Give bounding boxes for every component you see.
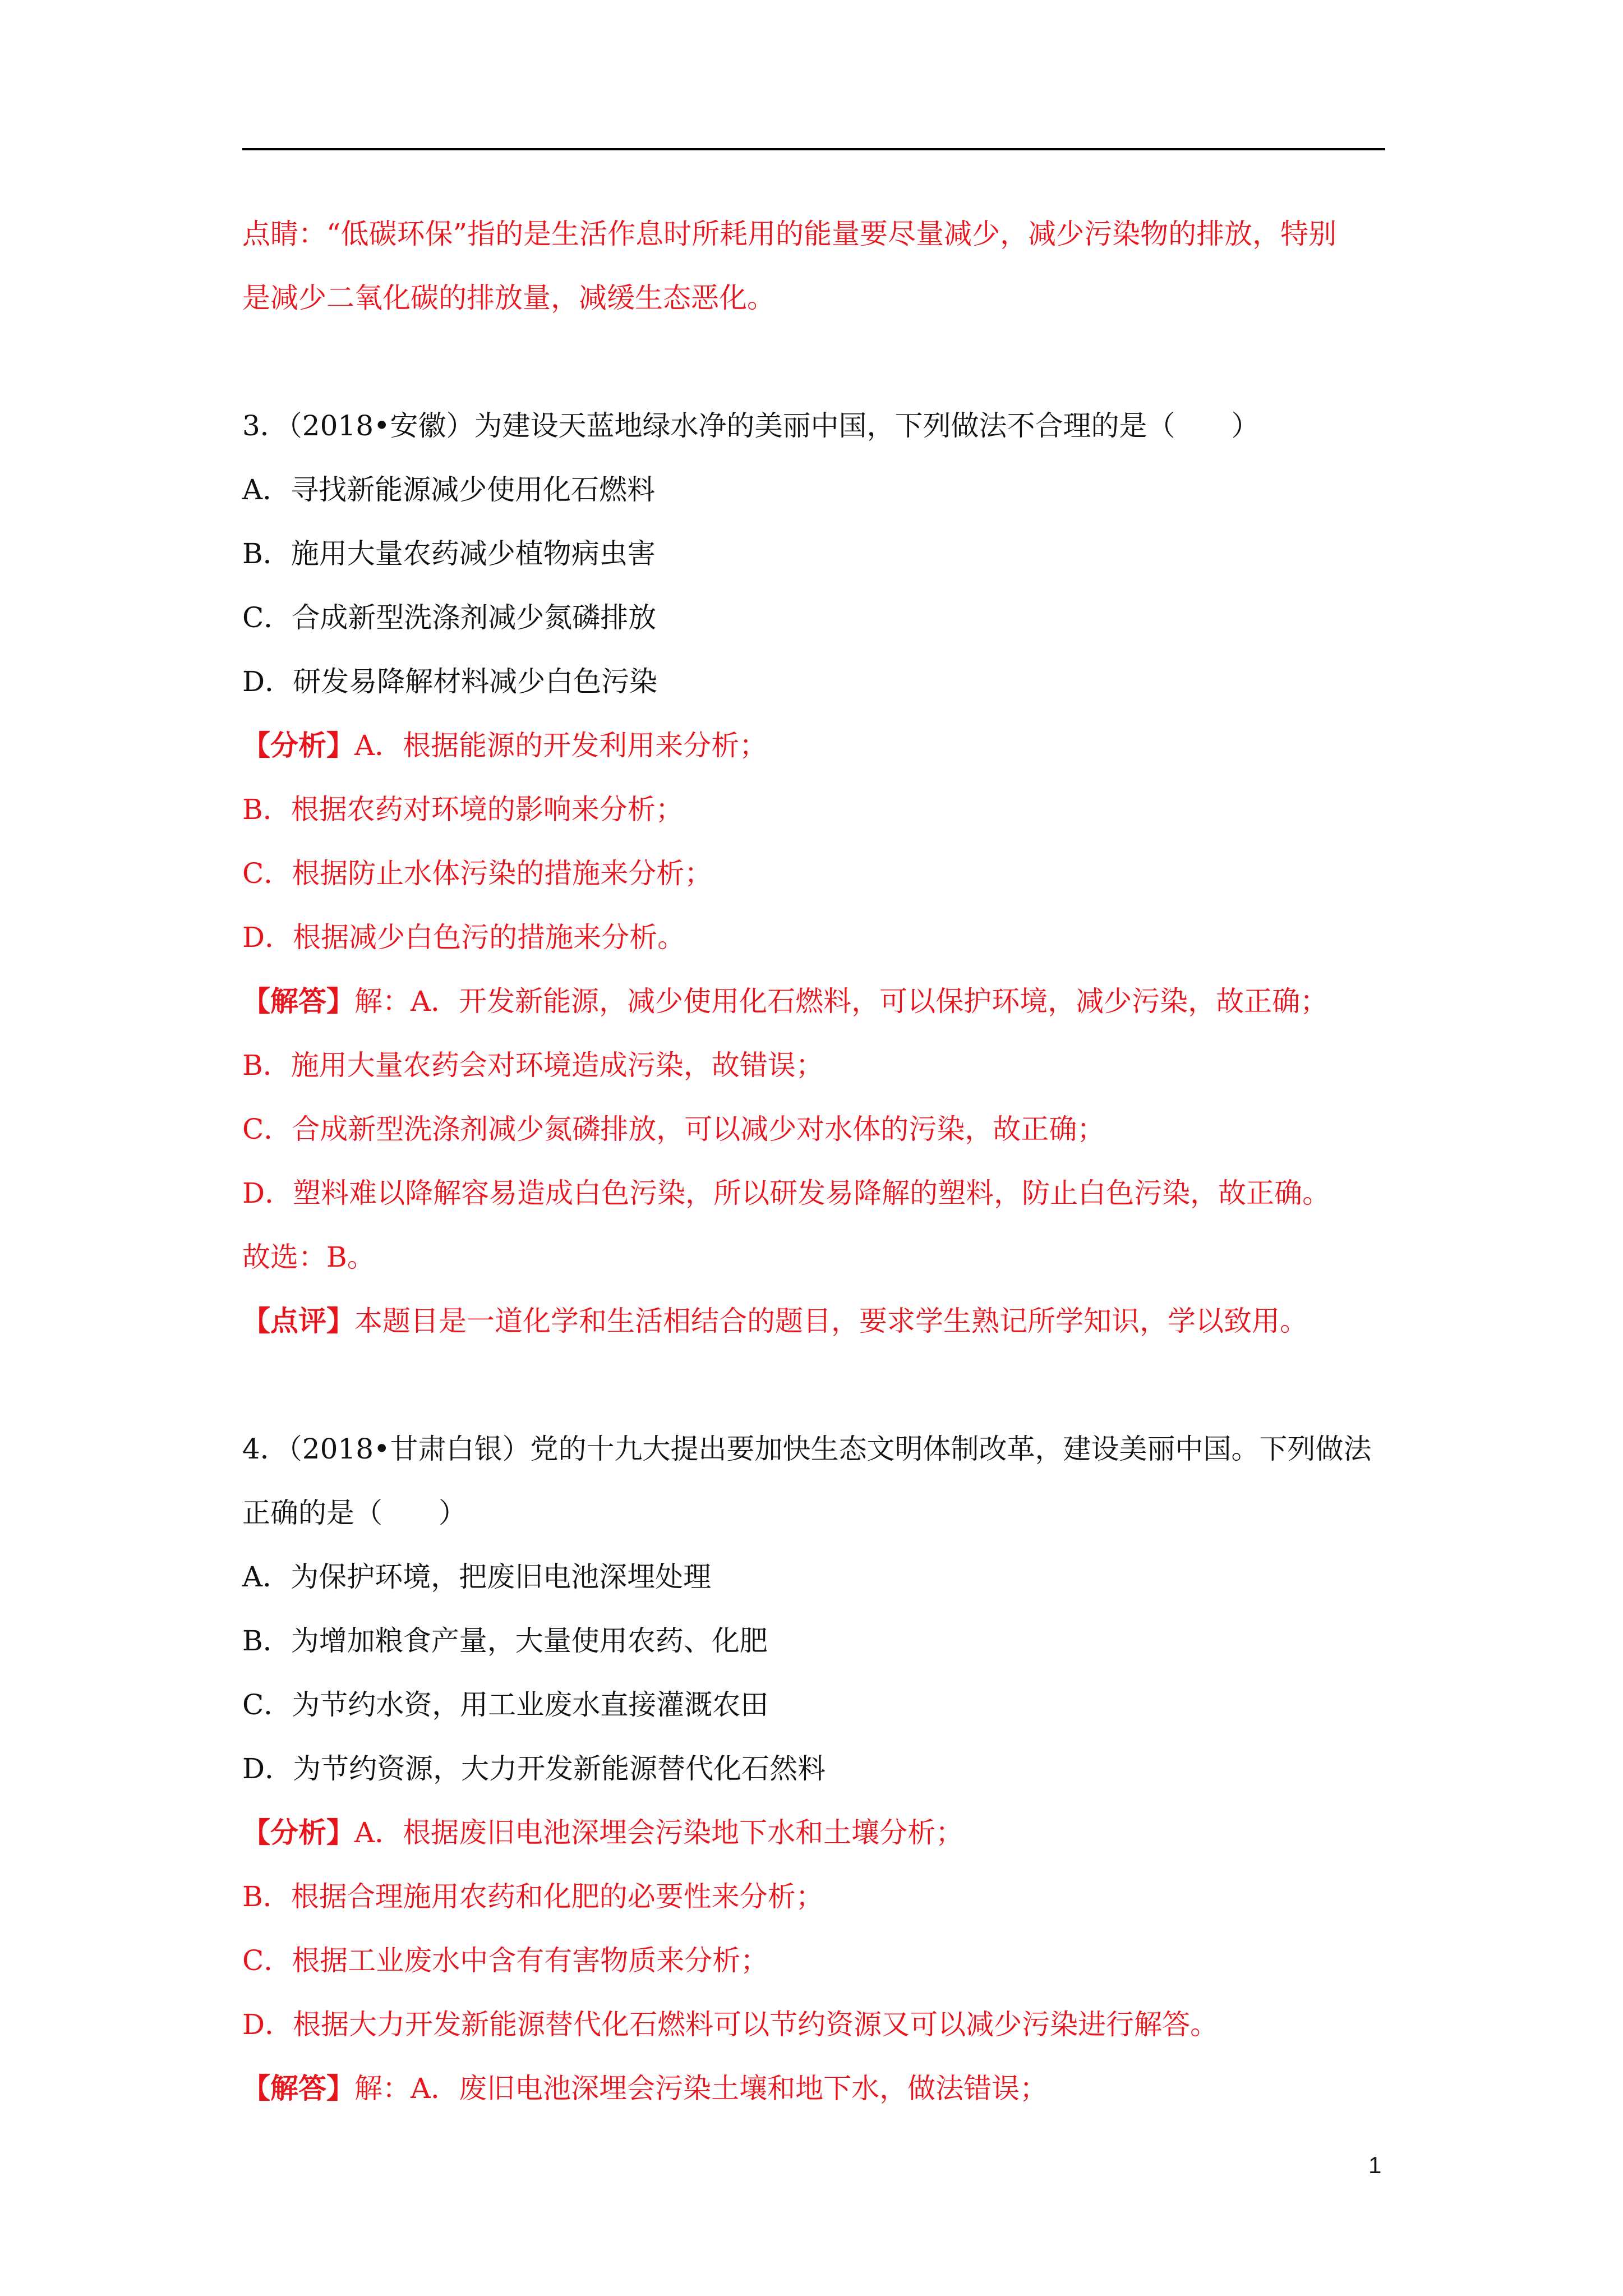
page-number: 1 — [1368, 2152, 1382, 2178]
answer-text: 解：A．废旧电池深埋会污染土壤和地下水，做法错误； — [354, 2072, 1048, 2105]
analysis-text: A．根据能源的开发利用来分析； — [354, 729, 768, 762]
analysis-tag: 【分析】 — [242, 729, 354, 762]
question-3-answer-line-5: 故选：B。 — [242, 1241, 375, 1273]
question-4-analysis-line-3: C．根据工业废水中含有有害物质来分析； — [242, 1944, 769, 1977]
question-3-comment — [242, 1289, 1392, 1353]
question-4-answer-line-1 — [242, 2056, 1392, 2120]
question-3-answer-line-3: C．合成新型洗涤剂减少氮磷排放，可以减少对水体的污染，故正确； — [242, 1113, 1105, 1145]
spacer — [242, 330, 1392, 394]
question-4-stem-line-1: 4．（2018•甘肃白银）党的十九大提出要加快生态文明体制改革，建设美丽中国。下列做法 — [242, 1433, 1372, 1465]
question-3-analysis-line-2: B．根据农药对环境的影响来分析； — [242, 793, 684, 826]
comment-tag: 【点评】 — [242, 1304, 354, 1337]
question-4-analysis-line-1 — [242, 1801, 1392, 1865]
comment-text: 本题目是一道化学和生活相结合的题目，要求学生熟记所学知识，学以致用。 — [354, 1305, 1308, 1337]
answer-text: 解：A．开发新能源，减少使用化石燃料，可以保护环境，减少污染，故正确； — [354, 985, 1329, 1018]
question-3-option-d: D．研发易降解材料减少白色污染 — [242, 665, 658, 698]
question-3-stem: 3．（2018•安徽）为建设天蓝地绿水净的美丽中国，下列做法不合理的是（ ） — [242, 409, 1260, 442]
page-content — [242, 202, 1392, 2120]
question-4-analysis-line-4: D．根据大力开发新能源替代化石燃料可以节约资源又可以减少污染进行解答。 — [242, 2008, 1219, 2041]
question-3-analysis-line-1 — [242, 714, 1392, 777]
question-3-answer-line-1 — [242, 969, 1392, 1033]
question-3-answer-line-4: D．塑料难以降解容易造成白色污染，所以研发易降解的塑料，防止白色污染，故正确。 — [242, 1177, 1331, 1209]
question-3-option-b: B．施用大量农药减少植物病虫害 — [242, 537, 656, 570]
analysis-text: A．根据废旧电池深埋会污染地下水和土壤分析； — [354, 1816, 964, 1849]
question-3-option-a: A．寻找新能源减少使用化石燃料 — [242, 473, 656, 506]
question-3-analysis-line-3: C．根据防止水体污染的措施来分析； — [242, 857, 713, 890]
question-3-analysis-line-4: D．根据减少白色污的措施来分析。 — [242, 921, 686, 954]
question-3-answer-line-2: B．施用大量农药会对环境造成污染，故错误； — [242, 1049, 824, 1082]
spacer — [242, 1353, 1392, 1417]
answer-tag: 【解答】 — [242, 984, 354, 1018]
answer-tag: 【解答】 — [242, 2072, 354, 2105]
question-3-option-c: C．合成新型洗涤剂减少氮磷排放 — [242, 601, 657, 634]
header-rule — [242, 148, 1385, 150]
question-4-option-d: D．为节约资源，大力开发新能源替代化石然料 — [242, 1752, 826, 1785]
question-4-stem-line-2: 正确的是（ ） — [242, 1497, 467, 1529]
question-4-option-c: C．为节约水资，用工业废水直接灌溉农田 — [242, 1688, 769, 1721]
analysis-tag: 【分析】 — [242, 1816, 354, 1849]
question-4-option-a: A．为保护环境，把废旧电池深埋处理 — [242, 1561, 712, 1593]
previous-note-line-1: 点睛：“低碳环保”指的是生活作息时所耗用的能量要尽量减少，减少污染物的排放，特别 — [242, 218, 1337, 250]
question-4-analysis-line-2: B．根据合理施用农药和化肥的必要性来分析； — [242, 1880, 824, 1913]
question-4-option-b: B．为增加粮食产量，大量使用农药、化肥 — [242, 1625, 768, 1657]
previous-note-line-2: 是减少二氧化碳的排放量，减缓生态恶化。 — [242, 282, 775, 314]
